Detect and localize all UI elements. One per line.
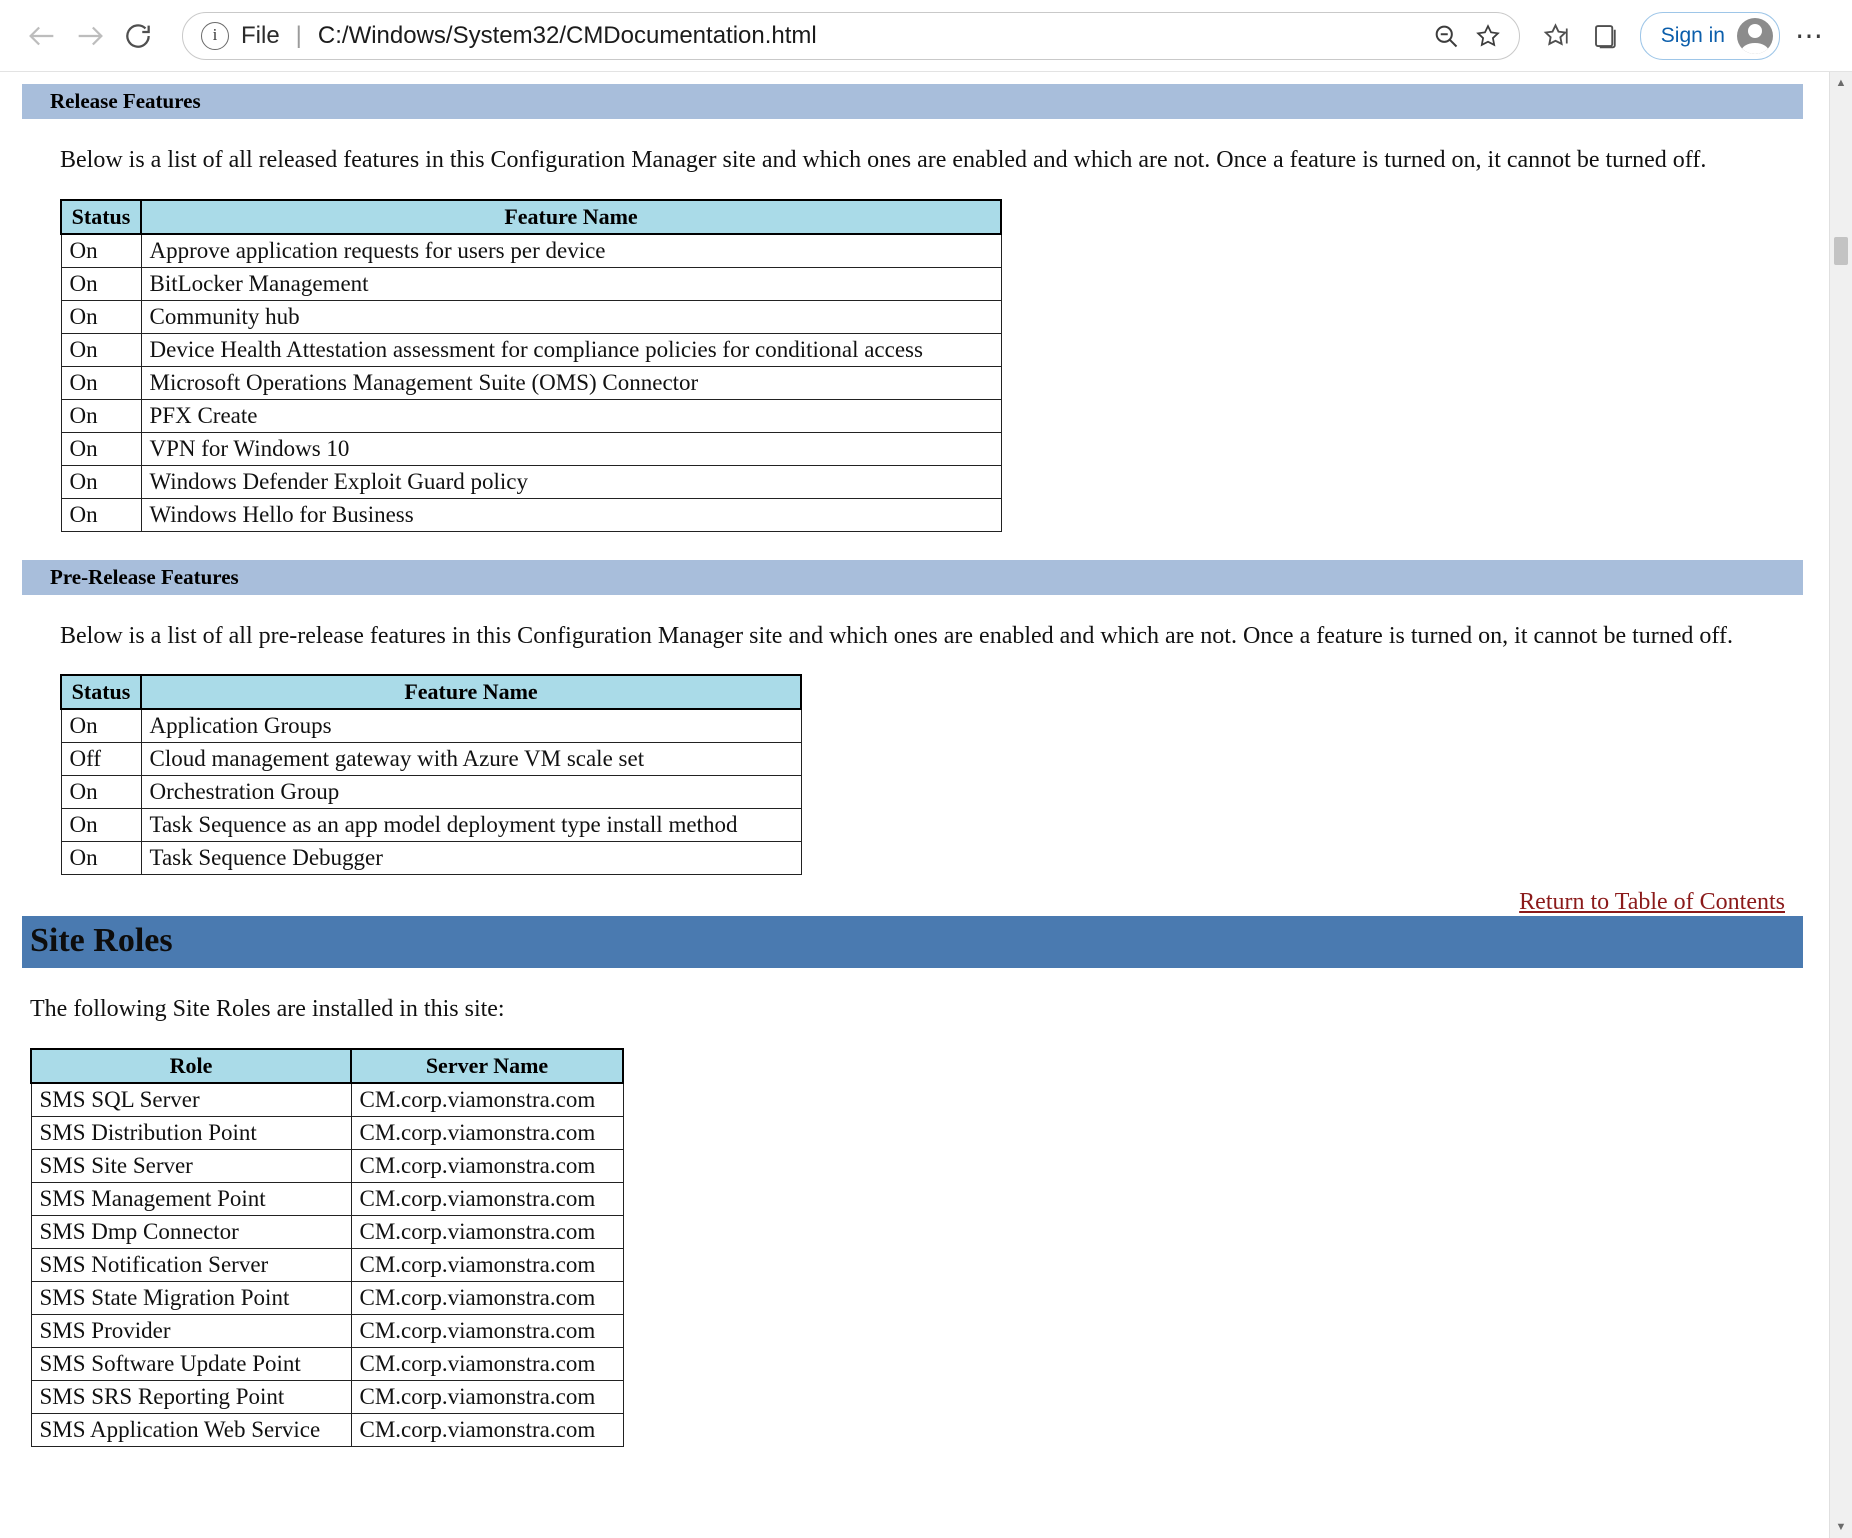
table-row bbox=[31, 1150, 623, 1183]
cell-status: On bbox=[61, 267, 141, 300]
pre-release-features-intro: Below is a list of all pre-release features in this Configuration Manager site and which ones are enabled and which are not. Once a feature is turned on, it cannot be turned off. bbox=[60, 622, 1733, 649]
cell-role: SMS Provider bbox=[31, 1315, 351, 1348]
column-header-feature-name: Feature Name bbox=[141, 675, 801, 709]
cell-status: On bbox=[61, 366, 141, 399]
cell-status: On bbox=[61, 333, 141, 366]
table-row bbox=[31, 1348, 623, 1381]
reload-button[interactable] bbox=[114, 12, 162, 60]
table-row bbox=[31, 1414, 623, 1447]
forward-button[interactable] bbox=[66, 12, 114, 60]
table-row bbox=[61, 432, 1001, 465]
release-features-intro: Below is a list of all released features in this Configuration Manager site and which ones are enabled and which are not. Once a feature is turned on, it cannot be turned off. bbox=[60, 147, 1707, 173]
cell-status: On bbox=[61, 709, 141, 743]
scroll-down-arrow-icon[interactable]: ▼ bbox=[1835, 1521, 1847, 1533]
cell-role: SMS Dmp Connector bbox=[31, 1216, 351, 1249]
table-row bbox=[61, 498, 1001, 531]
cell-role: SMS Distribution Point bbox=[31, 1117, 351, 1150]
cell-status: On bbox=[61, 234, 141, 268]
table-row bbox=[31, 1315, 623, 1348]
table-row bbox=[61, 776, 801, 809]
cell-server-name: CM.corp.viamonstra.com bbox=[351, 1117, 623, 1150]
back-arrow-icon bbox=[25, 19, 59, 53]
cell-feature-name: Application Groups bbox=[141, 709, 801, 743]
cell-status: On bbox=[61, 399, 141, 432]
table-row bbox=[61, 333, 1001, 366]
avatar bbox=[1737, 18, 1773, 54]
table-row bbox=[31, 1083, 623, 1117]
cell-role: SMS Site Server bbox=[31, 1150, 351, 1183]
table-row bbox=[61, 234, 1001, 268]
cell-server-name: CM.corp.viamonstra.com bbox=[351, 1315, 623, 1348]
cell-feature-name: PFX Create bbox=[141, 399, 1001, 432]
cell-server-name: CM.corp.viamonstra.com bbox=[351, 1381, 623, 1414]
cell-status: Off bbox=[61, 743, 141, 776]
pre-release-features-table bbox=[60, 674, 802, 875]
table-row bbox=[31, 1282, 623, 1315]
favorites-star-icon bbox=[1543, 21, 1573, 51]
table-row bbox=[61, 709, 801, 743]
cell-server-name: CM.corp.viamonstra.com bbox=[351, 1414, 623, 1447]
table-row bbox=[61, 300, 1001, 333]
table-row bbox=[61, 366, 1001, 399]
browser-toolbar bbox=[0, 0, 1852, 72]
pre-release-features-heading: Pre-Release Features bbox=[22, 560, 1803, 595]
sign-in-button[interactable] bbox=[1640, 12, 1780, 60]
cell-role: SMS SQL Server bbox=[31, 1083, 351, 1117]
cell-status: On bbox=[61, 842, 141, 875]
cell-feature-name: BitLocker Management bbox=[141, 267, 1001, 300]
collections-button[interactable] bbox=[1582, 12, 1630, 60]
table-row bbox=[61, 267, 1001, 300]
table-row bbox=[31, 1249, 623, 1282]
sign-in-label: Sign in bbox=[1660, 23, 1725, 47]
scrollbar-thumb[interactable] bbox=[1834, 237, 1848, 265]
favorites-button[interactable] bbox=[1534, 12, 1582, 60]
cell-server-name: CM.corp.viamonstra.com bbox=[351, 1249, 623, 1282]
cell-role: SMS Management Point bbox=[31, 1183, 351, 1216]
return-link-container bbox=[22, 889, 1803, 916]
scroll-up-arrow-icon[interactable]: ▲ bbox=[1835, 77, 1847, 89]
cell-server-name: CM.corp.viamonstra.com bbox=[351, 1282, 623, 1315]
site-roles-heading: Site Roles bbox=[22, 916, 1803, 968]
table-row bbox=[31, 1183, 623, 1216]
address-bar[interactable] bbox=[182, 12, 1520, 60]
cell-feature-name: Cloud management gateway with Azure VM scale set bbox=[141, 743, 801, 776]
cell-feature-name: Microsoft Operations Management Suite (OMS) Connector bbox=[141, 366, 1001, 399]
table-header-row bbox=[61, 200, 1001, 234]
release-features-table bbox=[60, 199, 1002, 532]
cell-role: SMS Application Web Service bbox=[31, 1414, 351, 1447]
star-icon[interactable] bbox=[1467, 15, 1509, 57]
table-row bbox=[61, 465, 1001, 498]
table-row bbox=[31, 1216, 623, 1249]
column-header-status: Status bbox=[61, 200, 141, 234]
url-scheme-label: File bbox=[241, 21, 280, 49]
table-row bbox=[61, 842, 801, 875]
cell-feature-name: Community hub bbox=[141, 300, 1001, 333]
cell-status: On bbox=[61, 432, 141, 465]
site-info-icon[interactable]: i bbox=[201, 22, 229, 50]
cell-server-name: CM.corp.viamonstra.com bbox=[351, 1083, 623, 1117]
vertical-scrollbar[interactable] bbox=[1829, 72, 1852, 1538]
site-roles-intro: The following Site Roles are installed in this site: bbox=[30, 996, 505, 1023]
cell-status: On bbox=[61, 465, 141, 498]
cell-status: On bbox=[61, 300, 141, 333]
zoom-out-icon[interactable] bbox=[1425, 15, 1467, 57]
cell-server-name: CM.corp.viamonstra.com bbox=[351, 1183, 623, 1216]
cell-role: SMS State Migration Point bbox=[31, 1282, 351, 1315]
cell-status: On bbox=[61, 809, 141, 842]
reload-icon bbox=[122, 20, 154, 52]
cell-role: SMS SRS Reporting Point bbox=[31, 1381, 351, 1414]
document-page bbox=[0, 72, 1829, 1538]
address-bar-actions bbox=[1425, 15, 1509, 57]
column-header-server-name: Server Name bbox=[351, 1049, 623, 1083]
cell-role: SMS Notification Server bbox=[31, 1249, 351, 1282]
cell-feature-name: Windows Hello for Business bbox=[141, 498, 1001, 531]
table-row bbox=[61, 399, 1001, 432]
release-features-heading: Release Features bbox=[22, 84, 1803, 119]
cell-feature-name: Device Health Attestation assessment for compliance policies for conditional access bbox=[141, 333, 1001, 366]
cell-status: On bbox=[61, 776, 141, 809]
cell-feature-name: Task Sequence Debugger bbox=[141, 842, 801, 875]
table-header-row bbox=[61, 675, 801, 709]
cell-role: SMS Software Update Point bbox=[31, 1348, 351, 1381]
url-separator: | bbox=[295, 21, 302, 49]
cell-feature-name: Orchestration Group bbox=[141, 776, 801, 809]
page-viewport bbox=[0, 72, 1852, 1538]
column-header-feature-name: Feature Name bbox=[141, 200, 1001, 234]
table-row bbox=[31, 1381, 623, 1414]
cell-server-name: CM.corp.viamonstra.com bbox=[351, 1216, 623, 1249]
cell-feature-name: Windows Defender Exploit Guard policy bbox=[141, 465, 1001, 498]
back-button[interactable] bbox=[18, 12, 66, 60]
cell-feature-name: Task Sequence as an app model deployment type install method bbox=[141, 809, 801, 842]
table-header-row bbox=[31, 1049, 623, 1083]
forward-arrow-icon bbox=[73, 19, 107, 53]
url-text[interactable]: C:/Windows/System32/CMDocumentation.html bbox=[317, 21, 817, 49]
cell-feature-name: Approve application requests for users per device bbox=[141, 234, 1001, 268]
cell-status: On bbox=[61, 498, 141, 531]
column-header-role: Role bbox=[31, 1049, 351, 1083]
cell-server-name: CM.corp.viamonstra.com bbox=[351, 1348, 623, 1381]
cell-feature-name: VPN for Windows 10 bbox=[141, 432, 1001, 465]
table-row bbox=[61, 809, 801, 842]
return-to-toc-link[interactable]: Return to Table of Contents bbox=[1519, 889, 1785, 916]
site-roles-table bbox=[30, 1048, 624, 1447]
collections-icon bbox=[1591, 21, 1621, 51]
settings-and-more-button[interactable]: ⋯ bbox=[1795, 20, 1825, 51]
column-header-status: Status bbox=[61, 675, 141, 709]
cell-server-name: CM.corp.viamonstra.com bbox=[351, 1150, 623, 1183]
table-row bbox=[31, 1117, 623, 1150]
table-row bbox=[61, 743, 801, 776]
